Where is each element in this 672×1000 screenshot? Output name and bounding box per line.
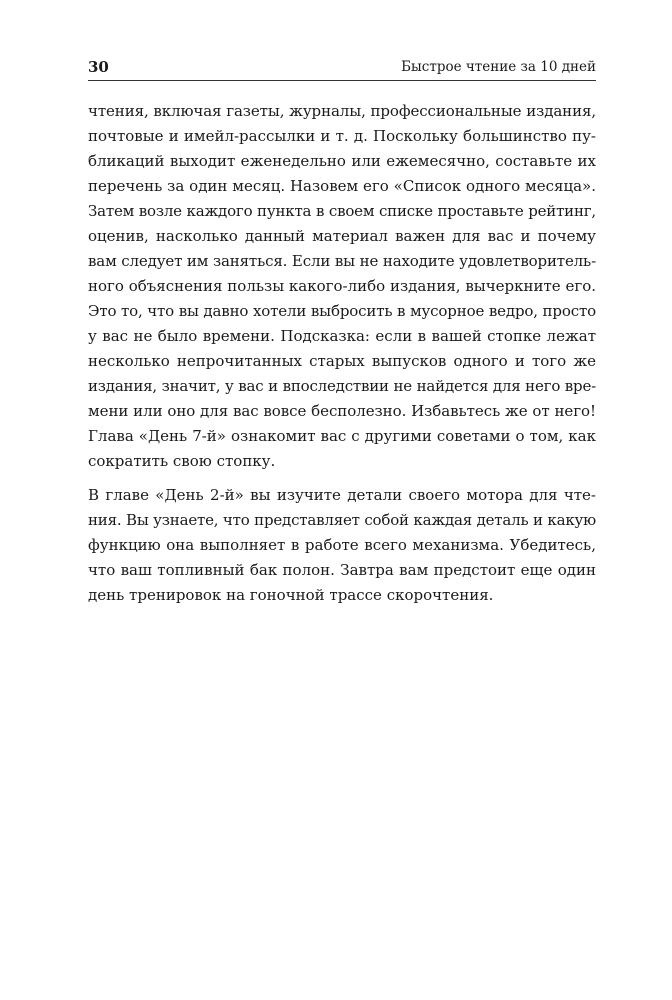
text-line: Глава «День 7-й» ознакомит вас с другими советами о том, как (88, 427, 596, 445)
text-line: бликаций выходит еженедельно или ежемесячно, составьте их (88, 152, 596, 170)
text-line: ния. Вы узнаете, что представляет собой каждая деталь и какую (88, 511, 596, 529)
page-number: 30 (88, 58, 109, 76)
running-title: Быстрое чтение за 10 дней (401, 59, 596, 75)
text-line: день тренировок на гоночной трассе скорочтения. (88, 586, 494, 604)
text-line: чтения, включая газеты, журналы, профессиональные издания, (88, 102, 596, 120)
text-line: ного объяснения пользы какого-либо издания, вычеркните его. (88, 277, 596, 295)
text-line: несколько непрочитанных старых выпусков одного и того же (88, 352, 596, 370)
text-line: сократить свою стопку. (88, 452, 276, 470)
text-line: перечень за один месяц. Назовем его «Список одного месяца». (88, 177, 596, 195)
text-line: у вас не было времени. Подсказка: если в вашей стопке лежат (88, 327, 596, 345)
text-line: мени или оно для вас вовсе бесполезно. Избавьтесь же от него! (88, 402, 596, 420)
text-line: что ваш топливный бак полон. Завтра вам предстоит еще один (88, 561, 596, 579)
text-line: вам следует им заняться. Если вы не находите удовлетворитель- (88, 252, 596, 270)
text-line: Затем возле каждого пункта в своем списке проставьте рейтинг, (88, 202, 596, 220)
text-line: почтовые и имейл-рассылки и т. д. Поскольку большинство пу- (88, 127, 596, 145)
text-line: В главе «День 2-й» вы изучите детали своего мотора для чте- (88, 486, 596, 504)
text-line: Это то, что вы давно хотели выбросить в мусорное ведро, просто (88, 302, 596, 320)
text-line: функцию она выполняет в работе всего механизма. Убедитесь, (88, 536, 596, 554)
header-rule (88, 80, 596, 81)
page-header (88, 56, 596, 78)
text-line: оценив, насколько данный материал важен для вас и почему (88, 227, 596, 245)
text-line: издания, значит, у вас и впоследствии не найдется для него вре- (88, 377, 596, 395)
